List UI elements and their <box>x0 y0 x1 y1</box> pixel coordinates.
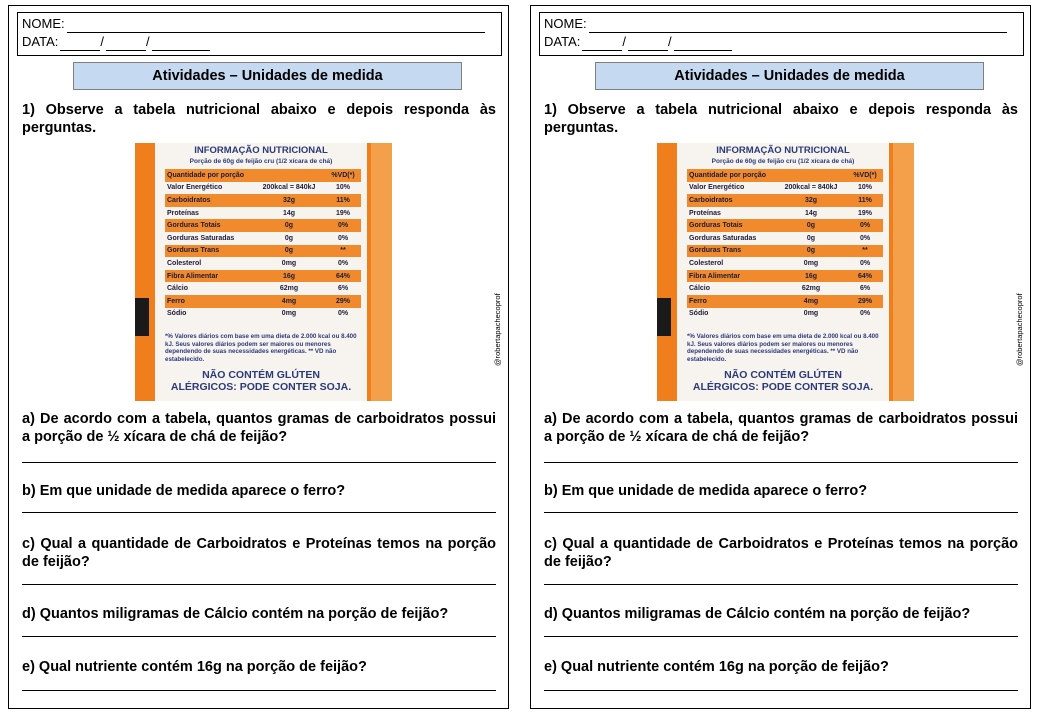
date-day-field[interactable] <box>582 36 622 51</box>
nutrition-cell-vd: 10% <box>857 184 872 192</box>
date-month-field[interactable] <box>106 36 146 51</box>
nutrition-cell-name: Valor Energético <box>689 184 745 192</box>
nutrition-cell-amount: 200kcal = 840kJ <box>262 184 316 192</box>
nutrition-row <box>165 232 361 245</box>
name-row <box>22 15 497 33</box>
nutrition-cell-name: Gorduras Saturadas <box>167 234 235 242</box>
nutrition-header-cell: %VD(*) <box>853 171 877 179</box>
date-label: DATA: <box>22 34 59 49</box>
nutrition-rows <box>687 182 883 321</box>
nutrition-cell-vd: 0% <box>859 259 871 267</box>
question-e: e) Qual nutriente contém 16g na porção de feijão? <box>544 659 889 675</box>
nutrition-row <box>687 232 883 245</box>
date-separator: / <box>622 34 626 49</box>
nutrition-cell-amount: 14g <box>282 209 296 217</box>
allergy-notice <box>677 369 889 393</box>
nutrition-cell-vd: 6% <box>337 285 349 293</box>
author-handle: @robertapachecoprof <box>493 293 502 366</box>
nutrition-header-cell: Quantidade por porção <box>689 171 767 179</box>
worksheet-title: Atividades – Unidades de medida <box>595 62 984 90</box>
nutrition-cell-amount: 62mg <box>279 285 299 293</box>
nutrition-row <box>687 270 883 283</box>
nutrition-row <box>165 182 361 195</box>
nutrition-subtitle: Porção de 60g de feijão cru (1/2 xícara de chá) <box>189 158 333 165</box>
name-row <box>544 15 1019 33</box>
date-row <box>544 33 1019 51</box>
nutrition-row <box>165 308 361 321</box>
answer-line-b[interactable] <box>22 512 496 513</box>
nutrition-cell-amount: 200kcal = 840kJ <box>784 184 838 192</box>
nutrition-cell-vd: 0% <box>859 222 871 230</box>
date-separator: / <box>667 34 672 49</box>
nutrition-cell-name: Sódio <box>167 310 187 318</box>
nutrition-panel <box>155 143 367 401</box>
nutrition-table <box>687 169 883 320</box>
date-row <box>22 33 497 51</box>
question-c: c) Qual a quantidade de Carboidratos e Proteínas temos na porção de feijão? <box>544 536 1018 570</box>
answer-line-c[interactable] <box>544 584 1018 585</box>
nutrition-cell-name: Proteínas <box>689 209 721 217</box>
nutrition-cell-name: Proteínas <box>167 209 199 217</box>
nutrition-cell-vd: 6% <box>859 285 871 293</box>
answer-line-a[interactable] <box>544 462 1018 463</box>
question-c: c) Qual a quantidade de Carboidratos e Proteínas temos na porção de feijão? <box>22 536 496 570</box>
worksheet-right <box>530 5 1031 709</box>
nutrition-cell-amount: 4mg <box>281 297 297 305</box>
nutrition-footnote: *% Valores diários com base em uma dieta de 2.000 kcal ou 8.400 kJ. Seus valores diários podem ser maiores ou menores dependendo de suas necessidades energéticas. ** VD não estabelecido. <box>687 333 879 363</box>
name-label: NOME: <box>544 16 587 31</box>
nutrition-row <box>687 245 883 258</box>
worksheet-title: Atividades – Unidades de medida <box>73 62 462 90</box>
nutrition-cell-amount: 0g <box>806 222 816 230</box>
nutrition-cell-vd: 19% <box>335 209 350 217</box>
package-dark-mark <box>135 298 149 336</box>
nutrition-cell-vd: 0% <box>337 259 349 267</box>
nutrition-cell-amount: 4mg <box>803 297 819 305</box>
nutrition-cell-vd: 0% <box>337 234 349 242</box>
answer-line-c[interactable] <box>22 584 496 585</box>
nutrition-cell-vd: 29% <box>857 297 872 305</box>
name-field[interactable] <box>67 18 485 33</box>
nutrition-cell-name: Sódio <box>689 310 709 318</box>
nutrition-cell-name: Colesterol <box>167 259 202 267</box>
nutrition-title: INFORMAÇÃO NUTRICIONAL <box>716 145 850 156</box>
nutrition-cell-name: Gorduras Trans <box>689 247 742 255</box>
nutrition-cell-name: Gorduras Totais <box>689 222 743 230</box>
nutrition-cell-vd: 0% <box>337 222 349 230</box>
nutrition-cell-amount: 0g <box>806 247 816 255</box>
nutrition-cell-name: Gorduras Trans <box>167 247 220 255</box>
nutrition-row <box>687 219 883 232</box>
answer-line-b[interactable] <box>544 512 1018 513</box>
nutrition-cell-amount: 0mg <box>281 259 297 267</box>
question-a: a) De acordo com a tabela, quantos gramas de carboidratos possui a porção de ½ xícara de chá de feijão? <box>22 411 496 445</box>
nutrition-cell-vd: 64% <box>857 272 872 280</box>
student-header-box <box>539 12 1024 56</box>
nutrition-cell-amount: 16g <box>282 272 296 280</box>
allergy-notice <box>155 369 367 393</box>
nutrition-row <box>687 295 883 308</box>
nutrition-row <box>165 257 361 270</box>
package-dark-mark <box>657 298 671 336</box>
answer-line-d[interactable] <box>544 636 1018 637</box>
nutrition-row <box>165 194 361 207</box>
allergy-line-1: NÃO CONTÉM GLÚTEN <box>724 369 842 381</box>
nutrition-cell-name: Gorduras Saturadas <box>689 234 757 242</box>
nutrition-cell-vd: ** <box>340 247 346 255</box>
nutrition-cell-amount: 0g <box>806 234 816 242</box>
answer-line-e[interactable] <box>22 690 496 691</box>
nutrition-label-image <box>657 143 914 401</box>
nutrition-row <box>165 207 361 220</box>
nutrition-cell-vd: 11% <box>858 196 872 204</box>
nutrition-cell-amount: 32g <box>282 196 296 204</box>
question-d: d) Quantos miligramas de Cálcio contém na porção de feijão? <box>22 606 449 622</box>
date-month-field[interactable] <box>628 36 668 51</box>
nutrition-cell-name: Carboidratos <box>689 196 733 204</box>
nutrition-header-cell: %VD(*) <box>331 171 355 179</box>
answer-line-a[interactable] <box>22 462 496 463</box>
nutrition-cell-name: Cálcio <box>167 285 189 293</box>
nutrition-row <box>165 282 361 295</box>
answer-line-e[interactable] <box>544 690 1018 691</box>
nutrition-cell-name: Gorduras Totais <box>167 222 221 230</box>
question-b: b) Em que unidade de medida aparece o ferro? <box>22 483 346 499</box>
date-year-field[interactable] <box>152 36 210 51</box>
nutrition-cell-name: Fibra Alimentar <box>167 272 219 280</box>
nutrition-row <box>687 257 883 270</box>
nutrition-cell-vd: 0% <box>859 234 871 242</box>
nutrition-cell-vd: 0% <box>337 310 349 318</box>
nutrition-row <box>687 308 883 321</box>
date-separator: / <box>145 34 150 49</box>
question-1: 1) Observe a tabela nutricional abaixo e depois responda às perguntas. <box>544 102 1018 136</box>
allergy-line-2: ALÉRGICOS: PODE CONTER SOJA. <box>692 381 874 393</box>
student-header-box <box>17 12 502 56</box>
question-a: a) De acordo com a tabela, quantos gramas de carboidratos possui a porção de ½ xícara de chá de feijão? <box>544 411 1018 445</box>
nutrition-table <box>165 169 361 320</box>
nutrition-cell-amount: 0mg <box>803 259 819 267</box>
nutrition-row <box>165 245 361 258</box>
date-separator: / <box>100 34 104 49</box>
nutrition-cell-amount: 0mg <box>281 310 297 318</box>
nutrition-cell-amount: 0g <box>284 222 294 230</box>
nutrition-footnote: *% Valores diários com base em uma dieta de 2.000 kcal ou 8.400 kJ. Seus valores diários podem ser maiores ou menores dependendo de suas necessidades energéticas. ** VD não estabelecido. <box>165 333 357 363</box>
nutrition-header-cell: Quantidade por porção <box>167 171 245 179</box>
nutrition-cell-vd: 64% <box>335 272 350 280</box>
nutrition-row <box>687 182 883 195</box>
question-e: e) Qual nutriente contém 16g na porção de feijão? <box>22 659 367 675</box>
author-handle: @robertapachecoprof <box>1015 293 1024 366</box>
nutrition-cell-amount: 16g <box>804 272 818 280</box>
name-field[interactable] <box>589 18 1007 33</box>
nutrition-cell-vd: ** <box>862 247 868 255</box>
nutrition-cell-amount: 0mg <box>803 310 819 318</box>
nutrition-cell-name: Valor Energético <box>167 184 223 192</box>
date-year-field[interactable] <box>674 36 732 51</box>
nutrition-cell-amount: 32g <box>804 196 818 204</box>
nutrition-title: INFORMAÇÃO NUTRICIONAL <box>194 145 328 156</box>
nutrition-cell-vd: 10% <box>335 184 350 192</box>
nutrition-cell-amount: 0g <box>284 234 294 242</box>
nutrition-cell-amount: 14g <box>804 209 818 217</box>
nutrition-row <box>165 219 361 232</box>
nutrition-cell-name: Colesterol <box>689 259 724 267</box>
nutrition-row <box>165 295 361 308</box>
nutrition-cell-vd: 19% <box>857 209 872 217</box>
nutrition-row <box>687 194 883 207</box>
nutrition-cell-name: Ferro <box>689 297 707 305</box>
nutrition-cell-name: Ferro <box>167 297 185 305</box>
answer-line-d[interactable] <box>22 636 496 637</box>
nutrition-header-row <box>165 169 361 182</box>
package-edge <box>893 143 914 401</box>
nutrition-row <box>165 270 361 283</box>
nutrition-header-row <box>687 169 883 182</box>
worksheet-left <box>8 5 509 709</box>
nutrition-subtitle: Porção de 60g de feijão cru (1/2 xícara de chá) <box>711 158 855 165</box>
nutrition-row <box>687 207 883 220</box>
nutrition-panel <box>677 143 889 401</box>
question-b: b) Em que unidade de medida aparece o ferro? <box>544 483 868 499</box>
nutrition-cell-name: Fibra Alimentar <box>689 272 741 280</box>
name-label: NOME: <box>22 16 65 31</box>
question-1: 1) Observe a tabela nutricional abaixo e depois responda às perguntas. <box>22 102 496 136</box>
nutrition-label-image <box>135 143 392 401</box>
allergy-line-1: NÃO CONTÉM GLÚTEN <box>202 369 320 381</box>
nutrition-rows <box>165 182 361 321</box>
nutrition-cell-vd: 11% <box>336 196 350 204</box>
date-day-field[interactable] <box>60 36 100 51</box>
nutrition-cell-name: Cálcio <box>689 285 711 293</box>
nutrition-cell-amount: 62mg <box>801 285 821 293</box>
date-label: DATA: <box>544 34 581 49</box>
nutrition-cell-vd: 29% <box>335 297 350 305</box>
allergy-line-2: ALÉRGICOS: PODE CONTER SOJA. <box>170 381 352 393</box>
nutrition-cell-name: Carboidratos <box>167 196 211 204</box>
nutrition-cell-amount: 0g <box>284 247 294 255</box>
nutrition-cell-vd: 0% <box>859 310 871 318</box>
question-d: d) Quantos miligramas de Cálcio contém na porção de feijão? <box>544 606 971 622</box>
nutrition-row <box>687 282 883 295</box>
package-edge <box>371 143 392 401</box>
